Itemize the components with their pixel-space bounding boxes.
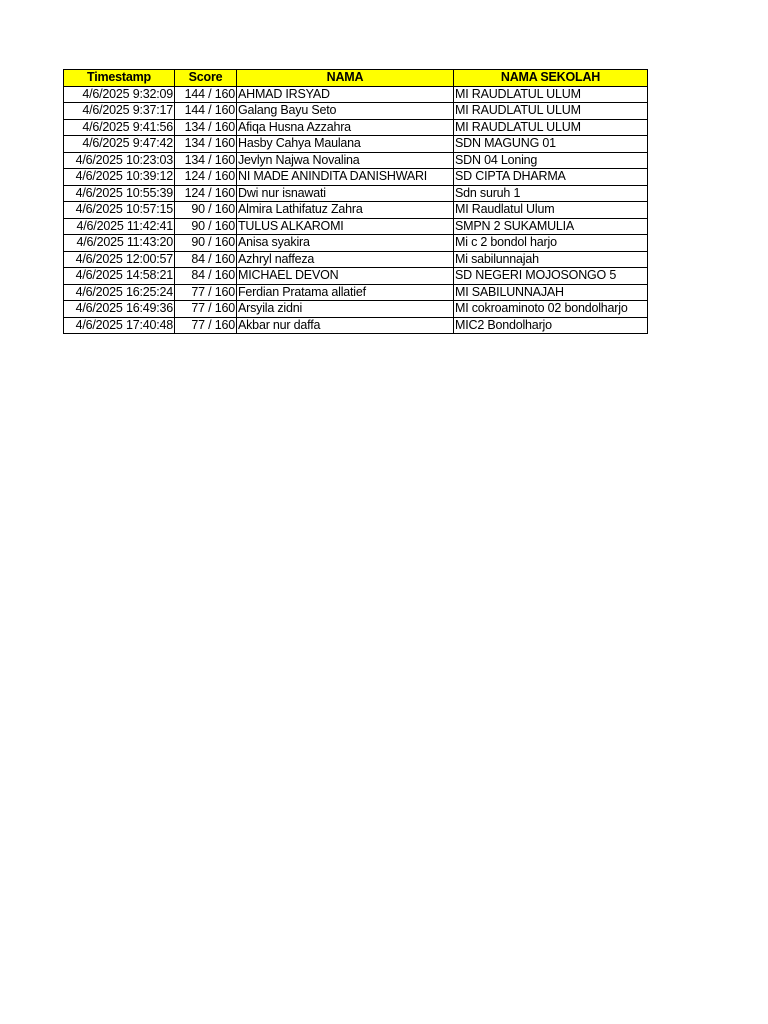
nama-sekolah-cell: SD CIPTA DHARMA: [454, 169, 648, 186]
timestamp-cell: 4/6/2025 11:42:41: [64, 218, 175, 235]
nama-sekolah-cell: MI RAUDLATUL ULUM: [454, 103, 648, 120]
table-row: [64, 185, 648, 202]
table-row: [64, 202, 648, 219]
nama-sekolah-cell: SMPN 2 SUKAMULIA: [454, 218, 648, 235]
nama-cell: Anisa syakira: [237, 235, 454, 252]
table-row: [64, 136, 648, 153]
nama-sekolah-cell: SDN MAGUNG 01: [454, 136, 648, 153]
column-header-nama-sekolah: NAMA SEKOLAH: [454, 70, 648, 87]
nama-sekolah-cell: MI Raudlatul Ulum: [454, 202, 648, 219]
score-cell: 77 / 160: [175, 301, 237, 318]
score-cell: 144 / 160: [175, 103, 237, 120]
header-row: [64, 70, 648, 87]
nama-sekolah-cell: MI RAUDLATUL ULUM: [454, 86, 648, 103]
nama-sekolah-cell: MI cokroaminoto 02 bondolharjo: [454, 301, 648, 318]
table-row: [64, 169, 648, 186]
nama-cell: Akbar nur daffa: [237, 317, 454, 334]
score-cell: 84 / 160: [175, 251, 237, 268]
score-cell: 77 / 160: [175, 284, 237, 301]
timestamp-cell: 4/6/2025 10:57:15: [64, 202, 175, 219]
nama-cell: Ferdian Pratama allatief: [237, 284, 454, 301]
timestamp-cell: 4/6/2025 10:39:12: [64, 169, 175, 186]
timestamp-cell: 4/6/2025 14:58:21: [64, 268, 175, 285]
column-header-score: Score: [175, 70, 237, 87]
nama-cell: Arsyila zidni: [237, 301, 454, 318]
nama-cell: Azhryl naffeza: [237, 251, 454, 268]
timestamp-cell: 4/6/2025 10:23:03: [64, 152, 175, 169]
timestamp-cell: 4/6/2025 12:00:57: [64, 251, 175, 268]
column-header-nama: NAMA: [237, 70, 454, 87]
score-cell: 84 / 160: [175, 268, 237, 285]
table-row: [64, 103, 648, 120]
nama-sekolah-cell: MI SABILUNNAJAH: [454, 284, 648, 301]
table-row: [64, 119, 648, 136]
nama-sekolah-cell: Sdn suruh 1: [454, 185, 648, 202]
nama-cell: MICHAEL DEVON: [237, 268, 454, 285]
table-body: [64, 86, 648, 334]
table-row: [64, 86, 648, 103]
nama-sekolah-cell: SDN 04 Loning: [454, 152, 648, 169]
table-header: [64, 70, 648, 87]
nama-cell: NI MADE ANINDITA DANISHWARI: [237, 169, 454, 186]
nama-cell: Almira Lathifatuz Zahra: [237, 202, 454, 219]
timestamp-cell: 4/6/2025 16:25:24: [64, 284, 175, 301]
timestamp-cell: 4/6/2025 9:32:09: [64, 86, 175, 103]
column-header-timestamp: Timestamp: [64, 70, 175, 87]
nama-sekolah-cell: Mi sabilunnajah: [454, 251, 648, 268]
score-cell: 144 / 160: [175, 86, 237, 103]
timestamp-cell: 4/6/2025 10:55:39: [64, 185, 175, 202]
timestamp-cell: 4/6/2025 17:40:48: [64, 317, 175, 334]
score-cell: 90 / 160: [175, 235, 237, 252]
nama-cell: Afiqa Husna Azzahra: [237, 119, 454, 136]
score-cell: 134 / 160: [175, 136, 237, 153]
nama-cell: TULUS ALKAROMI: [237, 218, 454, 235]
nama-sekolah-cell: SD NEGERI MOJOSONGO 5: [454, 268, 648, 285]
timestamp-cell: 4/6/2025 9:41:56: [64, 119, 175, 136]
nama-cell: Galang Bayu Seto: [237, 103, 454, 120]
table-row: [64, 317, 648, 334]
timestamp-cell: 4/6/2025 9:37:17: [64, 103, 175, 120]
nama-cell: Jevlyn Najwa Novalina: [237, 152, 454, 169]
nama-cell: Hasby Cahya Maulana: [237, 136, 454, 153]
nama-cell: Dwi nur isnawati: [237, 185, 454, 202]
table-row: [64, 251, 648, 268]
table-row: [64, 284, 648, 301]
score-cell: 77 / 160: [175, 317, 237, 334]
timestamp-cell: 4/6/2025 16:49:36: [64, 301, 175, 318]
score-cell: 124 / 160: [175, 169, 237, 186]
nama-sekolah-cell: MI RAUDLATUL ULUM: [454, 119, 648, 136]
nama-sekolah-cell: Mi c 2 bondol harjo: [454, 235, 648, 252]
score-cell: 124 / 160: [175, 185, 237, 202]
score-cell: 90 / 160: [175, 218, 237, 235]
table-row: [64, 235, 648, 252]
nama-cell: AHMAD IRSYAD: [237, 86, 454, 103]
results-table: [63, 69, 648, 334]
table-row: [64, 152, 648, 169]
score-cell: 134 / 160: [175, 152, 237, 169]
table-row: [64, 218, 648, 235]
table-row: [64, 301, 648, 318]
score-cell: 90 / 160: [175, 202, 237, 219]
timestamp-cell: 4/6/2025 9:47:42: [64, 136, 175, 153]
nama-sekolah-cell: MIC2 Bondolharjo: [454, 317, 648, 334]
score-cell: 134 / 160: [175, 119, 237, 136]
timestamp-cell: 4/6/2025 11:43:20: [64, 235, 175, 252]
table-row: [64, 268, 648, 285]
